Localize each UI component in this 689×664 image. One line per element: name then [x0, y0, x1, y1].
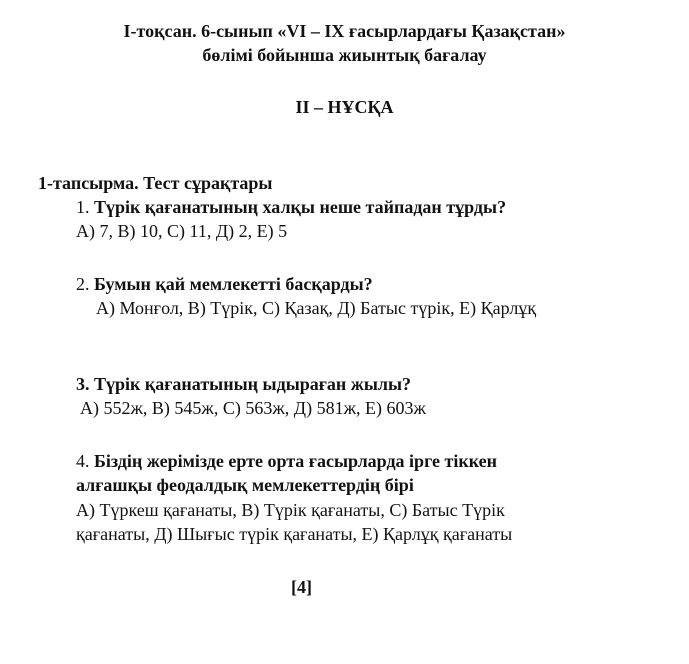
question-text: Біздің жерімізде ерте орта ғасырларда ірге тіккен: [94, 451, 497, 471]
question-number: 2.: [76, 274, 90, 294]
question-text: Түрік қағанатының халқы неше тайпадан тұрды?: [94, 197, 507, 217]
question-number: 3.: [76, 374, 90, 394]
question-4: [76, 450, 497, 472]
question-text: Түрік қағанатының ыдыраған жылы?: [94, 374, 412, 394]
question-3-options: А) 552ж, В) 545ж, С) 563ж, Д) 581ж, Е) 603ж: [80, 398, 426, 418]
variant-label: II – НҰСҚА: [295, 97, 394, 117]
score-label: [4]: [291, 577, 312, 597]
question-4-options-line1: А) Түркеш қағанаты, В) Түрік қағанаты, С) Батыс Түрік: [76, 500, 505, 520]
document-title-line1: I-тоқсан. 6-сынып «VI – IX ғасырлардағы Қазақстан»: [123, 21, 566, 41]
question-number: 1.: [76, 197, 90, 217]
question-number: 4.: [76, 451, 90, 471]
question-2-options: А) Монғол, В) Түрік, С) Қазақ, Д) Батыс түрік, Е) Қарлұқ: [96, 298, 537, 318]
task-heading: 1-тапсырма. Тест сұрақтары: [38, 173, 273, 193]
question-2: [76, 273, 373, 295]
question-4-options-line2: қағанаты, Д) Шығыс түрік қағанаты, Е) Қарлұқ қағанаты: [76, 524, 513, 544]
document-title-line2: бөлімі бойынша жиынтық бағалау: [202, 45, 487, 65]
question-1: [76, 196, 506, 218]
question-4-text-continued: алғашқы феодалдық мемлекеттердің бірі: [76, 475, 414, 495]
question-text: Бумын қай мемлекетті басқарды?: [94, 274, 373, 294]
question-1-options: А) 7, В) 10, С) 11, Д) 2, Е) 5: [76, 221, 288, 241]
question-3: [76, 373, 411, 395]
